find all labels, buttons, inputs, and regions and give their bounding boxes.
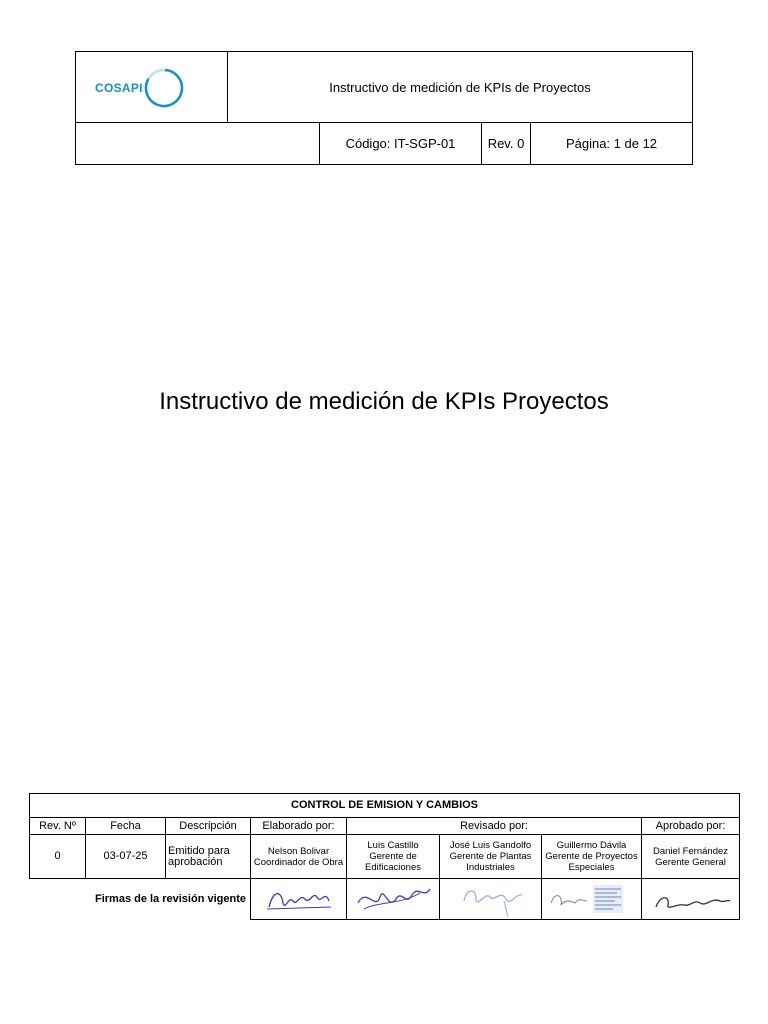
signatures-label: Firmas de la revisión vigente (30, 879, 251, 920)
header-revisado: Revisado por: (347, 818, 642, 835)
document-code: Código: IT-SGP-01 (320, 123, 482, 164)
header-fecha: Fecha (86, 818, 166, 835)
row-revisado-2: José Luis Gandolfo Gerente de Plantas Industriales (440, 835, 542, 879)
row-revisado-3: Guillermo Dávila Gerente de Proyectos Especiales (542, 835, 642, 879)
row-aprobado: Daniel Fernández Gerente General (642, 835, 740, 879)
signature-aprobado (642, 879, 740, 920)
company-logo-text: COSAPI (95, 81, 143, 95)
control-table-title: CONTROL DE EMISION Y CAMBIOS (30, 794, 740, 818)
header-descripcion: Descripción (166, 818, 251, 835)
document-header (75, 51, 693, 165)
row-descripcion: Emitido para aprobación (166, 835, 251, 879)
company-logo-icon (144, 68, 184, 108)
header-empty-cell (76, 123, 320, 164)
row-rev: 0 (30, 835, 86, 879)
header-aprobado: Aprobado por: (642, 818, 740, 835)
row-fecha: 03-07-25 (86, 835, 166, 879)
signature-revisado-2 (440, 879, 542, 920)
signature-revisado-3 (542, 879, 642, 920)
page-number: Página: 1 de 12 (565, 136, 658, 151)
header-rev: Rev. Nº (30, 818, 86, 835)
signature-revisado-1 (347, 879, 440, 920)
row-revisado-1: Luis Castillo Gerente de Edificaciones (347, 835, 440, 879)
document-title: Instructivo de medición de KPIs de Proyectos (329, 79, 591, 95)
signature-elaborado (251, 879, 347, 920)
page-title: Instructivo de medición de KPIs Proyectos (159, 388, 609, 415)
header-elaborado: Elaborado por: (251, 818, 347, 835)
document-revision: Rev. 0 (482, 123, 531, 164)
row-elaborado: Nelson Bolivar Coordinador de Obra (251, 835, 347, 879)
control-table (29, 793, 740, 920)
header-meta-row (76, 122, 692, 164)
logo-cell (76, 52, 228, 122)
